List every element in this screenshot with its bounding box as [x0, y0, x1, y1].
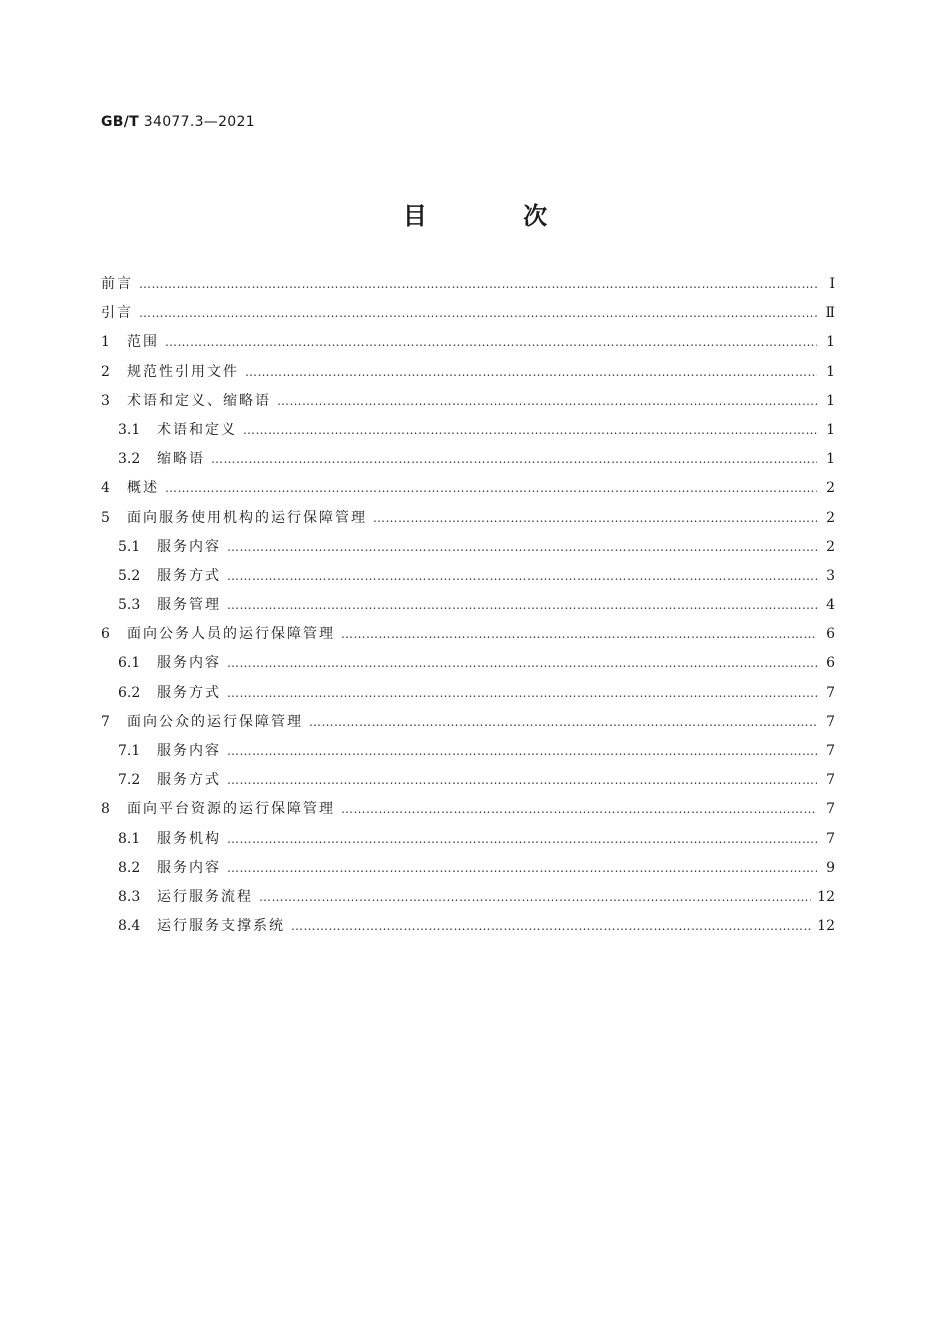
- toc-entry-number: 8.2: [118, 859, 141, 876]
- toc-entry-title: 范围: [127, 334, 159, 351]
- toc-entry[interactable]: [101, 795, 835, 824]
- toc-entry-number: 4: [101, 480, 110, 497]
- toc-entry[interactable]: [101, 825, 835, 854]
- toc-leader-dots: [259, 883, 811, 912]
- toc-entry-page: 2: [826, 509, 835, 526]
- toc-entry[interactable]: [101, 416, 835, 445]
- toc-entry-number: 6.1: [118, 655, 141, 672]
- toc-entry-title: 服务方式: [157, 567, 221, 584]
- toc-leader-dots: [227, 533, 817, 562]
- toc-leader-dots: [227, 649, 817, 678]
- toc-entry-number: 8.1: [118, 830, 141, 847]
- toc-leader-dots: [227, 766, 817, 795]
- toc-entry-number: 5.1: [118, 538, 141, 555]
- toc-entry-number: 6: [101, 626, 110, 643]
- toc-leader-dots: [341, 620, 817, 649]
- toc-entry-number: 8.3: [118, 888, 141, 905]
- table-of-contents: [101, 270, 835, 941]
- toc-entry-page: 12: [817, 888, 835, 905]
- toc-entry-title: 概述: [127, 480, 159, 497]
- toc-leader-dots: [291, 912, 811, 941]
- toc-entry-page: 3: [826, 567, 835, 584]
- toc-entry-title: 服务内容: [157, 655, 221, 672]
- toc-entry[interactable]: [101, 562, 835, 591]
- toc-entry[interactable]: [101, 912, 835, 941]
- toc-entry-number: 2: [101, 363, 110, 380]
- toc-entry-page: Ⅰ: [829, 276, 835, 292]
- toc-entry-page: 1: [826, 392, 835, 409]
- toc-entry-title: 前言: [101, 276, 133, 292]
- toc-leader-dots: [243, 416, 817, 445]
- toc-entry[interactable]: [101, 679, 835, 708]
- toc-entry-page: 7: [826, 743, 835, 759]
- toc-entry-page: 4: [826, 597, 835, 614]
- toc-entry-title: 面向服务使用机构的运行保障管理: [127, 509, 367, 526]
- toc-entry-page: 1: [826, 334, 835, 351]
- toc-entry-number: 8: [101, 801, 110, 818]
- toc-entry[interactable]: [101, 737, 835, 766]
- toc-entry[interactable]: [101, 358, 835, 387]
- toc-entry-page: 1: [826, 363, 835, 380]
- toc-leader-dots: [165, 328, 817, 357]
- toc-entry-number: 3.2: [118, 451, 141, 468]
- toc-entry-page: 2: [826, 480, 835, 497]
- toc-entry-page: 7: [826, 830, 835, 847]
- toc-leader-dots: [309, 708, 817, 737]
- toc-entry-title: 术语和定义、缩略语: [127, 392, 271, 409]
- toc-entry[interactable]: [101, 533, 835, 562]
- toc-entry-title: 面向公务人员的运行保障管理: [127, 626, 335, 643]
- toc-entry-page: 6: [826, 655, 835, 672]
- toc-entry-page: 2: [826, 538, 835, 555]
- toc-entry-title: 服务内容: [157, 743, 221, 759]
- document-header: [101, 114, 255, 130]
- toc-entry-title: 服务机构: [157, 830, 221, 847]
- toc-entry-page: 7: [826, 684, 835, 701]
- toc-entry[interactable]: [101, 299, 835, 328]
- toc-entry-title: 服务方式: [157, 684, 221, 701]
- toc-leader-dots: [227, 737, 817, 766]
- toc-entry-page: 7: [826, 772, 835, 789]
- toc-entry-title: 缩略语: [157, 451, 205, 468]
- toc-leader-dots: [165, 474, 817, 503]
- toc-entry-title: 服务方式: [157, 772, 221, 789]
- standard-number: 34077.3—2021: [143, 114, 255, 130]
- toc-entry[interactable]: [101, 445, 835, 474]
- toc-leader-dots: [139, 270, 817, 299]
- toc-entry-title: 运行服务流程: [157, 888, 253, 905]
- toc-leader-dots: [277, 387, 817, 416]
- toc-entry-number: 5: [101, 509, 110, 526]
- toc-entry[interactable]: [101, 504, 835, 533]
- toc-entry[interactable]: [101, 766, 835, 795]
- toc-entry[interactable]: [101, 883, 835, 912]
- toc-entry-number: 5.2: [118, 567, 141, 584]
- toc-entry-page: 1: [826, 451, 835, 468]
- toc-leader-dots: [341, 795, 817, 824]
- toc-leader-dots: [227, 562, 817, 591]
- toc-leader-dots: [227, 825, 817, 854]
- toc-entry-title: 面向平台资源的运行保障管理: [127, 801, 335, 818]
- toc-entry-title: 运行服务支撑系统: [157, 918, 285, 935]
- toc-entry-number: 6.2: [118, 684, 141, 701]
- toc-entry[interactable]: [101, 328, 835, 357]
- toc-entry[interactable]: [101, 620, 835, 649]
- toc-entry-page: 6: [826, 626, 835, 643]
- toc-entry[interactable]: [101, 270, 835, 299]
- toc-entry-title: 服务管理: [157, 597, 221, 614]
- toc-entry[interactable]: [101, 649, 835, 678]
- toc-entry-number: 5.3: [118, 597, 141, 614]
- toc-entry-title: 术语和定义: [157, 421, 237, 438]
- toc-entry-number: 8.4: [118, 918, 141, 935]
- toc-entry-title: 面向公众的运行保障管理: [127, 713, 303, 730]
- toc-entry[interactable]: [101, 854, 835, 883]
- toc-leader-dots: [211, 445, 817, 474]
- standard-code: GB/T: [101, 114, 140, 130]
- toc-entry-page: 7: [826, 713, 835, 730]
- toc-entry-number: 3.1: [118, 421, 141, 438]
- toc-leader-dots: [373, 504, 817, 533]
- toc-entry-page: 1: [826, 421, 835, 438]
- toc-entry[interactable]: [101, 591, 835, 620]
- toc-entry-page: Ⅱ: [825, 305, 835, 322]
- toc-entry-number: 1: [101, 334, 110, 351]
- toc-entry-number: 7.1: [118, 743, 141, 759]
- toc-leader-dots: [227, 854, 817, 883]
- toc-entry-number: 7: [101, 713, 110, 730]
- toc-leader-dots: [139, 299, 817, 328]
- toc-entry[interactable]: [101, 708, 835, 737]
- toc-entry-title: 引言: [101, 305, 133, 322]
- toc-entry[interactable]: [101, 474, 835, 503]
- toc-entry-page: 7: [826, 801, 835, 818]
- toc-entry-page: 12: [817, 918, 835, 935]
- toc-entry-title: 服务内容: [157, 859, 221, 876]
- toc-entry-title: 服务内容: [157, 538, 221, 555]
- toc-leader-dots: [227, 679, 817, 708]
- page-title: 目 次: [402, 202, 592, 230]
- toc-entry-number: 7.2: [118, 772, 141, 789]
- toc-entry-number: 3: [101, 392, 110, 409]
- toc-entry-page: 9: [826, 859, 835, 876]
- toc-entry-title: 规范性引用文件: [127, 363, 239, 380]
- toc-entry[interactable]: [101, 387, 835, 416]
- toc-leader-dots: [227, 591, 817, 620]
- toc-leader-dots: [245, 358, 817, 387]
